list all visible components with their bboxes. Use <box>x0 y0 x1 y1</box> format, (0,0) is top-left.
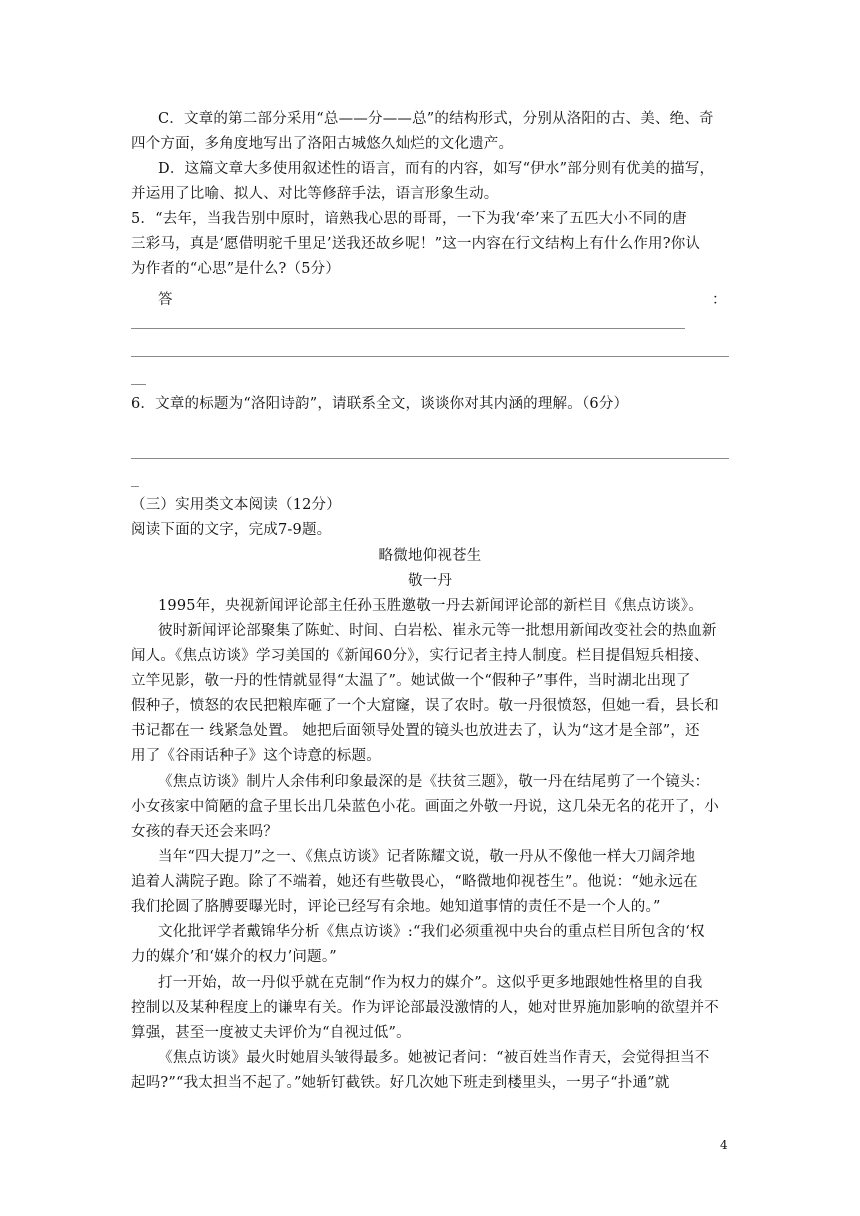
answer-line-2 <box>131 356 729 357</box>
paragraph-line: 我们抡圆了胳膊要曝光时，评论已经写有余地。她知道事情的责任不是一个人的。” <box>131 899 661 915</box>
option-c-line-2: 四个方面，多角度地写出了洛阳古城悠久灿烂的文化遗产。 <box>131 136 514 152</box>
answer-line-4 <box>131 458 729 459</box>
paragraph-line: 闻人。《焦点访谈》学习美国的《新闻60分》，实行记者主持人制度。栏目提倡短兵相接、 <box>131 648 709 664</box>
paragraph-line: 当年“四大提刀”之一、《焦点访谈》记者陈耀文说，敬一丹从不像他一样大刀阔斧地 <box>158 849 696 865</box>
article-title: 略微地仰视苍生 <box>378 548 482 564</box>
question-5-line-2: 三彩马，真是‘愿借明驼千里足’送我还故乡呢！”这一内容在行文结构上有什么作用?你认 <box>131 236 701 252</box>
paragraph-line: 追着人满院子跑。除了不端着，她还有些敬畏心，“略微地仰视苍生”。他说：“她永远在 <box>131 874 698 890</box>
answer-line-5 <box>131 486 139 487</box>
paragraph-line: 《焦点访谈》最火时她眉头皱得最多。她被记者问：“被百姓当作青天，会觉得担当不 <box>158 1050 710 1066</box>
answer-label: 答 <box>158 292 173 308</box>
question-5-line-3: 为作者的“心思”是什么?（5分） <box>131 261 341 277</box>
paragraph-line: 立竿见影，敬一丹的性情就显得“太温了”。她试做一个“假种子”事件，当时湖北出现了 <box>131 673 691 689</box>
section-heading: （三）实用类文本阅读（12分） <box>131 497 341 513</box>
page-number: 4 <box>720 1138 728 1152</box>
reading-instruction: 阅读下面的文字，完成7-9题。 <box>131 522 332 538</box>
paragraph-line: 文化批评学者戴锦华分析《焦点访谈》:“我们必须重视中央台的重点栏目所包含的‘权 <box>158 924 705 940</box>
answer-line-1 <box>131 328 685 329</box>
paragraph-line: 彼时新闻评论部聚集了陈虻、时间、白岩松、崔永元等一批想用新闻改变社会的热血新 <box>158 623 717 639</box>
paragraph-line: 书记都在一 线紧急处置。 她把后面领导处置的镜头也放进去了，认为“这才是全部”，还 <box>131 723 700 739</box>
question-6: 6．文章的标题为“洛阳诗韵”，请联系全文，谈谈你对其内涵的理解。（6分） <box>131 396 629 412</box>
paragraph-line: 小女孩家中简陋的盒子里长出几朵蓝色小花。画面之外敬一丹说，这几朵无名的花开了，小 <box>131 799 719 815</box>
article-author: 敬一丹 <box>407 573 453 589</box>
paragraph-line: 假种子，愤怒的农民把粮库砸了一个大窟窿，误了农时。敬一丹很愤怒，但她一看，县长和 <box>131 698 719 714</box>
option-d-line-2: 并运用了比喻、拟人、对比等修辞手法，语言形象生动。 <box>131 186 499 202</box>
answer-colon: ： <box>712 292 727 308</box>
option-d-line-1: D．这篇文章大多使用叙述性的语言，而有的内容，如写“伊水”部分则有优美的描写， <box>158 161 715 177</box>
paragraph-line: 女孩的春天还会来吗？ <box>131 824 278 840</box>
paragraph-line: 打一开始，故一丹似乎就在克制“作为权力的媒介”。这似乎更多地跟她性格里的自我 <box>158 975 703 991</box>
option-c-line-1: C．文章的第二部分采用“总——分——总”的结构形式，分别从洛阳的古、美、绝、奇 <box>158 111 714 127</box>
paragraph-line: 控制以及某种程度上的谦卑有关。作为评论部最没激情的人，她对世界施加影响的欲望并不 <box>131 1000 719 1016</box>
question-5-line-1: 5．“去年，当我告别中原时，谙熟我心思的哥哥，一下为我‘牵’来了五匹大小不同的唐 <box>131 211 687 227</box>
paragraph-line: 1995年，央视新闻评论部主任孙玉胜邀敬一丹去新闻评论部的新栏目《焦点访谈》。 <box>158 598 703 614</box>
paragraph-line: 《焦点访谈》制片人余伟利印象最深的是《扶贫三题》，敬一丹在结尾剪了一个镜头： <box>158 774 710 790</box>
answer-line-3 <box>131 384 146 385</box>
paragraph-line: 算强，甚至一度被丈夫评价为“自视过低”。 <box>131 1025 411 1041</box>
paragraph-line: 起吗?”“我太担当不起了。”她斩钉截铁。好几次她下班走到楼里头，一男子“扑通”就 <box>131 1075 670 1091</box>
paragraph-line: 力的媒介’和‘媒介的权力’问题。” <box>131 949 337 965</box>
paragraph-line: 用了《谷雨话种子》这个诗意的标题。 <box>131 748 381 764</box>
